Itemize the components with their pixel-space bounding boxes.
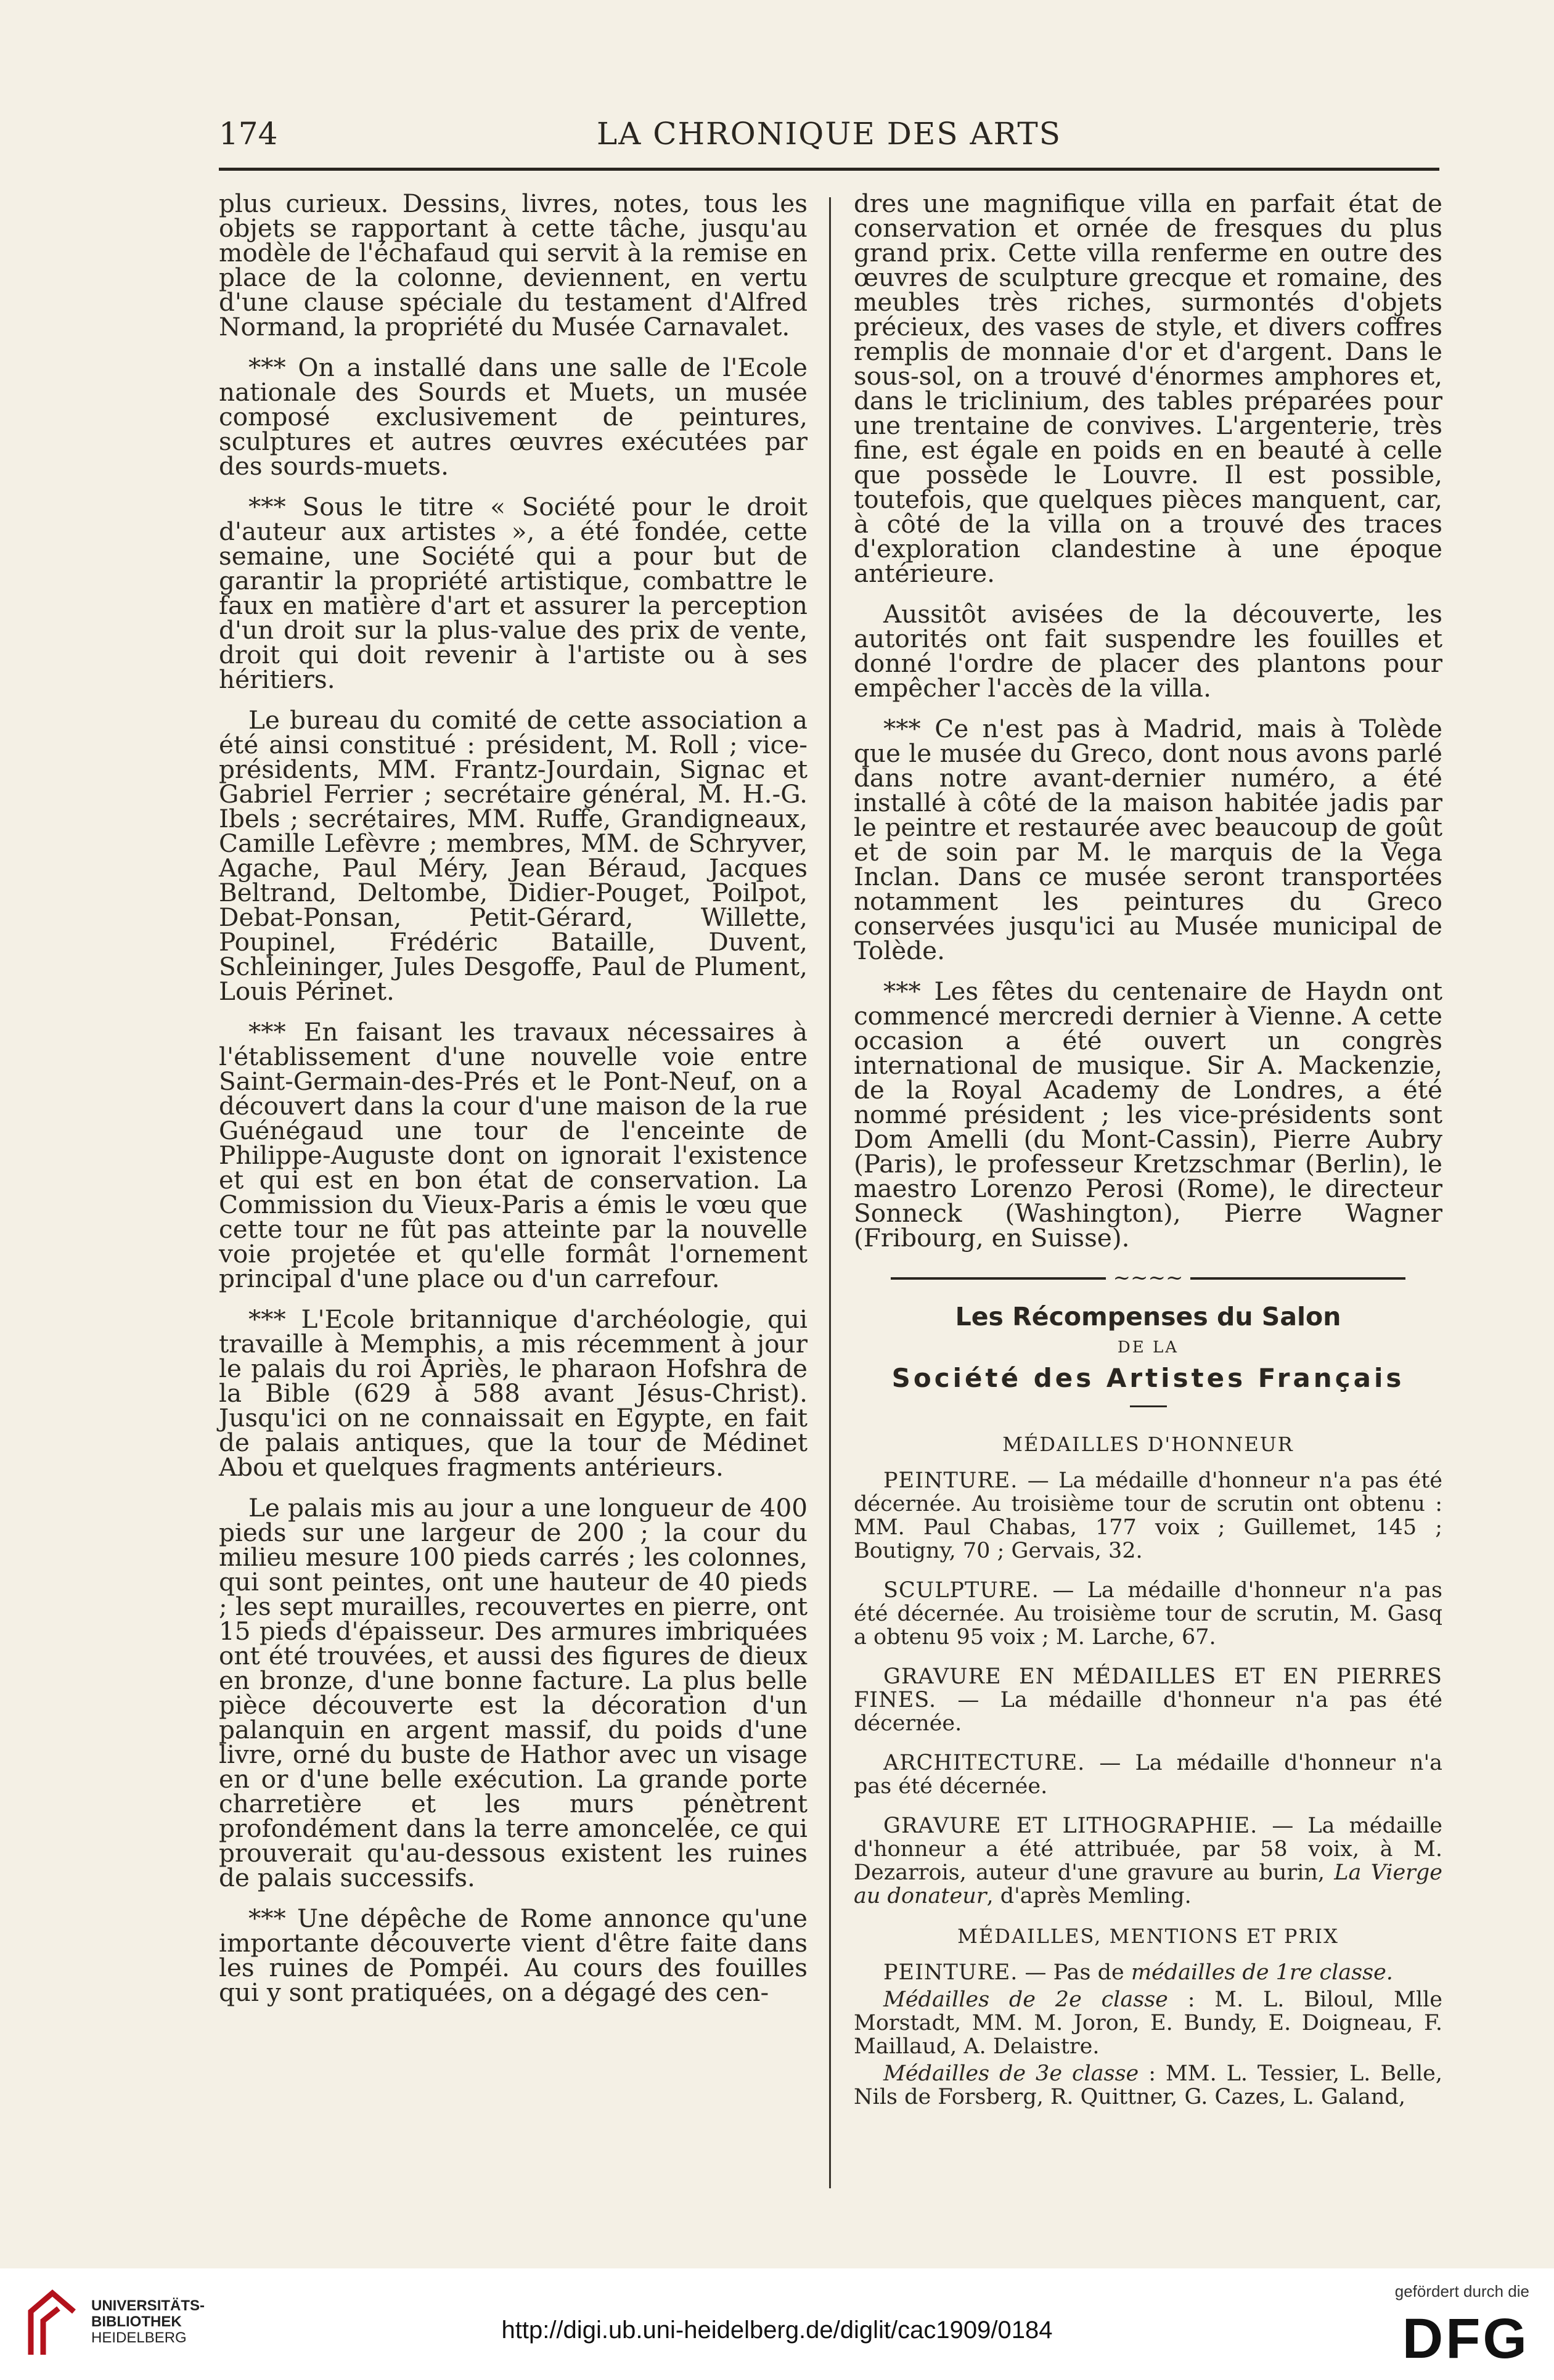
award-entry [854, 1751, 1442, 1798]
honneur-heading: MÉDAILLES D'HONNEUR [1002, 1433, 1294, 1456]
paragraph: *** Sous le titre « Société pour le droit d'auteur aux artistes », a été fondée, cette semaine, une Société qui a pour but de garantir la propriété artistique, combattre le faux en matière d'art et assurer la perception d'un droit sur la plus-value des prix de vente, droit qui doit revenir à l'artiste ou à ses héritiers. [219, 492, 808, 694]
right-column [854, 191, 1442, 2125]
award-entry [854, 1665, 1442, 1735]
award-entry [854, 1469, 1442, 1563]
award-entry [854, 1814, 1442, 1908]
award-italic: médailles de 1re classe. [1131, 1960, 1393, 1985]
paragraph: *** Une dépêche de Rome annonce qu'une importante découverte vient d'être faite dans les ruines de Pompéi. Au cours des fouilles qui y sont pratiquées, on a dégagé des cen- [219, 1904, 808, 2007]
award-label: SCULPTURE. [883, 1578, 1039, 1603]
award-text-tail: , d'après Memling. [986, 1884, 1192, 1908]
short-rule [1130, 1405, 1167, 1407]
paragraph: *** En faisant les travaux nécessaires à l'établissement d'une nouvelle voie entre Saint-Germain-des-Prés et le Pont-Neuf, on a découvert dans la cour d'une maison de la rue Guénégaud une tour de l'enceinte de Philippe-Auguste dont on ignorait l'existence et qui est en bon état de conservation. La Commission du Vieux-Paris a émis le vœu que cette tour ne fût pas atteinte par la nouvelle voie projetée et qu'elle formât l'ornement principal d'une place ou d'un carrefour. [219, 1017, 808, 1293]
paragraph: dres une magnifique villa en parfait état de conservation et ornée de fresques du plus grand prix. Cette villa renferme en outre des œuvres de sculpture grecque et romaine, des meubles très riches, surmontés d'objets précieux, des vases de style, et divers coffres remplis de monnaie d'or et d'argent. Dans le sous-sol, on a trouvé d'énormes amphores et, dans le triclinium, des tables préparées pour une trentaine de convives. L'argenterie, très fine, est égale en poids en en beauté à celle que possède le Louvre. Il est possible, toutefois, que quelques pièces manquent, car, à côté de la villa on a trouvé des traces d'exploration clandestine à une époque antérieure. [854, 189, 1442, 588]
funding-note: gefördert durch die [1394, 2282, 1529, 2300]
award-label: PEINTURE. [883, 1960, 1018, 1985]
award-text: : MM. L. Tessier, L. Belle, Nils de Forsberg, R. Quittner, G. Cazes, L. Galand, [854, 2061, 1442, 2109]
award-entry [854, 1988, 1442, 2058]
salon-de-la: DE LA [1117, 1338, 1179, 1357]
award-label: ARCHITECTURE. [883, 1751, 1086, 1775]
award-entry [854, 1579, 1442, 1649]
library-line: BIBLIOTHEK [91, 2313, 182, 2330]
award-entry [854, 1961, 1442, 1984]
library-line: UNIVERSITÄTS- [91, 2297, 205, 2314]
header-rule [219, 168, 1439, 171]
page-number: 174 [219, 116, 278, 152]
paragraph: *** L'Ecole britannique d'archéologie, qui travaille à Memphis, a mis récemment à jour le palais du roi Apriès, le pharaon Hofshra de la Bible (629 à 588 avant Jésus-Christ). Jusqu'ici on ne connaissait en Egypte, en fait de palais antiques, que la tour de Médinet Abou et quelques fragments antérieurs. [219, 1304, 808, 1482]
permalink-url[interactable]: http://digi.ub.uni-heidelberg.de/diglit/cac1909/0184 [501, 2317, 1053, 2344]
ornament: ~~~~ [1106, 1269, 1191, 1287]
page-header [219, 110, 1439, 159]
paragraph: Le bureau du comité de cette association a été ainsi constitué : président, M. Roll ; vice-présidents, MM. Frantz-Jourdain, Signac et Gabriel Ferrier ; secrétaire général, M. H.-G. Ibels ; secrétaires, MM. Ruffe, Grandigneaux, Camille Lefèvre ; membres, MM. de Schryver, Agache, Paul Méry, Jean Béraud, Jacques Beltrand, Deltombe, Didier-Pouget, Poilpot, Debat-Ponsan, Petit-Gérard, Willette, Poupinel, Frédéric Bataille, Duvent, Schleininger, Jules Desgoffe, Paul de Plument, Louis Périnet. [219, 705, 808, 1006]
running-title: LA CHRONIQUE DES ARTS [597, 116, 1061, 152]
paragraph: *** On a installé dans une salle de l'Ecole nationale des Sourds et Muets, un musée composé exclusivement de peintures, sculptures et autres œuvres exécutées par des sourds-muets. [219, 353, 808, 481]
artwork-title: La Vierge au donateur [854, 1860, 1443, 1908]
award-label: Médailles de 3e classe [883, 2061, 1139, 2086]
award-entry [854, 2062, 1442, 2109]
award-text: — La médaille d'honneur n'a pas été décernée. [854, 1688, 1442, 1736]
left-column [219, 191, 808, 2021]
library-line: HEIDELBERG [91, 2329, 187, 2346]
salon-title: Les Récompenses du Salon [955, 1302, 1341, 1331]
award-text: — La médaille d'honneur a été attribuée, par 58 voix, à M. Dezarrois, auteur d'une gravure au burin, [854, 1814, 1443, 1885]
paragraph: Aussitôt avisées de la découverte, les autorités ont fait suspendre les fouilles et donné l'ordre de placer des plantons pour empêcher l'accès de la villa. [854, 599, 1442, 703]
award-label: PEINTURE. [883, 1468, 1018, 1493]
award-text: — Pas de [1018, 1960, 1131, 1985]
section-separator [891, 1266, 1405, 1290]
award-label: Médailles de 2e classe [883, 1987, 1168, 2012]
award-text: — La médaille d'honneur n'a pas été décernée. [854, 1751, 1442, 1799]
award-label: GRAVURE ET LITHOGRAPHIE. [883, 1814, 1258, 1838]
paragraph: Le palais mis au jour a une longueur de 400 pieds sur une largeur de 200 ; la cour du milieu mesure 100 pieds carrés ; les colonnes, qui sont peintes, ont une hauteur de 40 pieds ; les sept murailles, recouvertes en pierre, ont 15 pieds d'épaisseur. Des armures imbriquées ont été trouvées, et aussi des figures de dieux en bronze, d'une bonne facture. La plus belle pièce découverte est la décoration d'un palanquin en argent massif, du poids d'une livre, orné du buste de Hathor avec un visage en or d'une belle exécution. La grande porte charretière et les murs pénètrent profondément dans la terre amoncelée, ce qui prouverait qu'au-dessous existent les ruines de palais successifs. [219, 1493, 808, 1892]
dfg-logo: DFG [1402, 2307, 1529, 2370]
award-text: : M. L. Biloul, Mlle Morstadt, MM. M. Joron, E. Bundy, E. Doigneau, F. Maillaud, A. Delaistre. [854, 1987, 1442, 2059]
award-text: — La médaille d'honneur n'a pas été décernée. Au troisième tour de scrutin ont obtenu : MM. Paul Chabas, 177 voix ; Guillemet, 145 ; Boutigny, 70 ; Gervais, 32. [854, 1468, 1442, 1563]
column-divider [829, 197, 831, 2188]
paragraph: *** Ce n'est pas à Madrid, mais à Tolède que le musée du Greco, dont nous avons parlé dans notre avant-dernier numéro, a été installé à côté de la maison habitée jadis par le peintre et restaurée avec beaucoup de goût et de soin par M. le marquis de la Vega Inclan. Dans ce musée seront transportées notamment les peintures du Greco conservées jusqu'ici au Musée municipal de Tolède. [854, 714, 1442, 965]
award-text: — La médaille d'honneur n'a pas été décernée. Au troisième tour de scrutin, M. Gasq a obtenu 95 voix ; M. Larche, 67. [854, 1578, 1442, 1650]
footer-bar [0, 2268, 1554, 2380]
society-title: Société des Artistes Français [891, 1363, 1405, 1393]
medailles-heading: MÉDAILLES, MENTIONS ET PRIX [957, 1924, 1339, 1948]
award-label: GRAVURE EN MÉDAILLES ET EN PIERRES FINES. [854, 1664, 1442, 1712]
paragraph: *** Les fêtes du centenaire de Haydn ont commencé mercredi dernier à Vienne. A cette occasion a été ouvert un congrès international de musique. Sir A. Mackenzie, de la Royal Academy de Londres, a été nommé président ; les vice-présidents sont Dom Amelli (du Mont-Cassin), Pierre Aubry (Paris), le professeur Kretzschmar (Berlin), le maestro Lorenzo Perosi (Rome), le directeur Sonneck (Washington), Pierre Wagner (Fribourg, en Suisse). [854, 976, 1442, 1253]
paragraph: plus curieux. Dessins, livres, notes, tous les objets se rapportant à cette tâche, jusqu'au modèle de l'échafaud qui servit à la remise en place de la colonne, deviennent, en vertu d'une clause spéciale du testament d'Alfred Normand, la propriété du Musée Carnavalet. [219, 189, 808, 341]
